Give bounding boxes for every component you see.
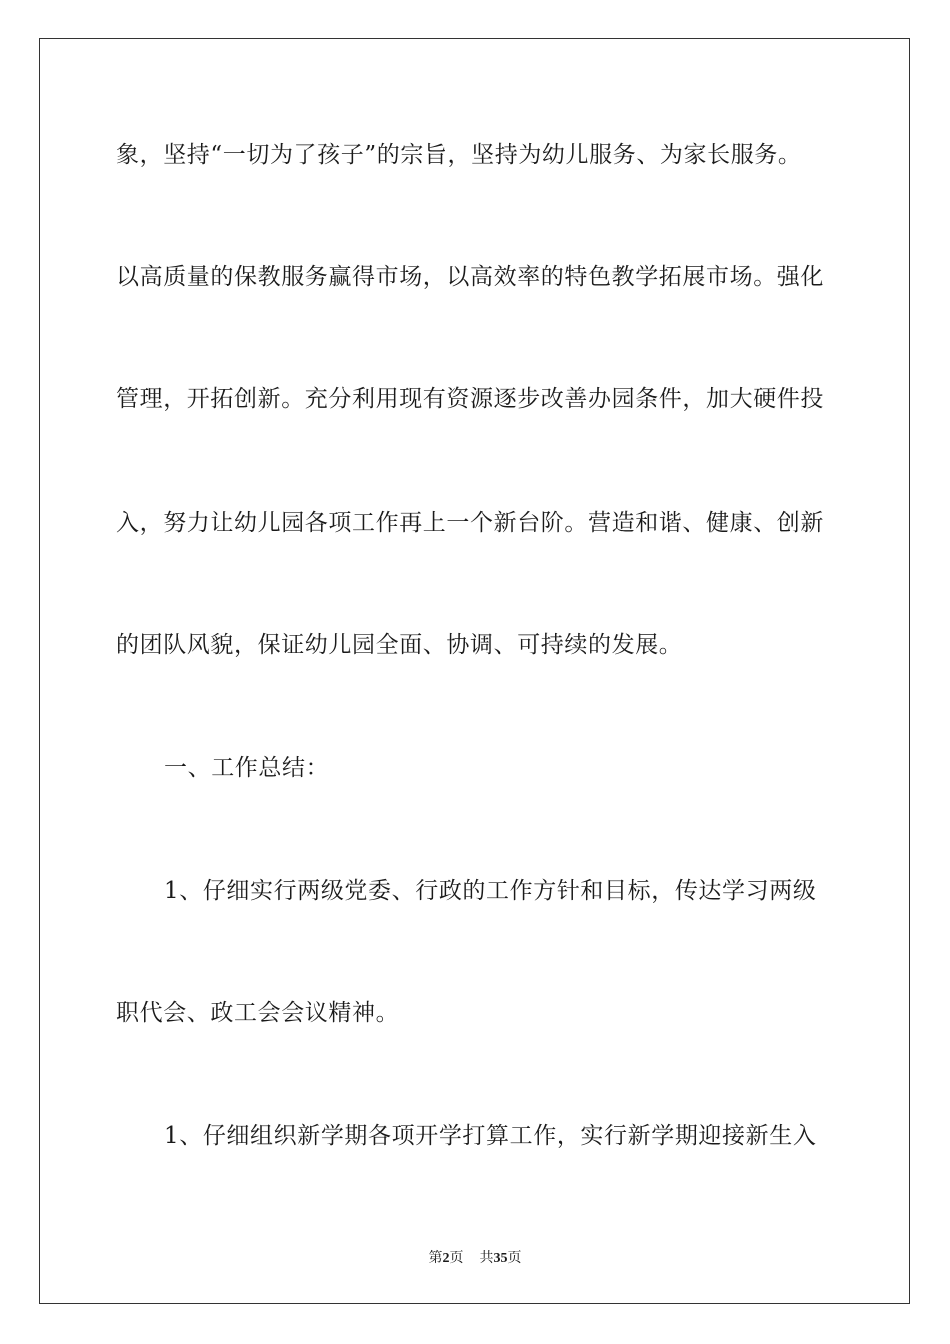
text-line-1: 象，坚持“一切为了孩子”的宗旨，坚持为幼儿服务、为家长服务。 [116, 142, 802, 168]
text-line-3: 管理，开拓创新。充分利用现有资源逐步改善办园条件，加大硬件投 [116, 386, 824, 412]
total-prefix: 共 [479, 1250, 494, 1266]
text-line-2: 以高质量的保教服务赢得市场，以高效率的特色教学拓展市场。强化 [116, 264, 824, 290]
page-border [39, 38, 910, 1304]
total-pages: 35 [493, 1251, 508, 1266]
text-line-4: 入，努力让幼儿园各项工作再上一个新台阶。营造和谐、健康、创新 [116, 510, 824, 536]
page-footer [0, 1248, 950, 1269]
text-line-5: 的团队风貌，保证幼儿园全面、协调、可持续的发展。 [116, 632, 683, 658]
page-prefix: 第 [428, 1250, 443, 1266]
page-number: 2 [442, 1251, 450, 1266]
page-suffix: 页 [449, 1250, 464, 1266]
section-heading: 一、工作总结： [164, 755, 330, 781]
list-item-1-line-1: 1、仔细实行两级党委、行政的工作方针和目标，传达学习两级 [164, 878, 817, 904]
list-item-1-line-2: 职代会、政工会会议精神。 [116, 1000, 400, 1026]
list-item-2-line-1: 1、仔细组织新学期各项开学打算工作，实行新学期迎接新生入 [164, 1123, 817, 1149]
total-suffix: 页 [507, 1250, 522, 1266]
